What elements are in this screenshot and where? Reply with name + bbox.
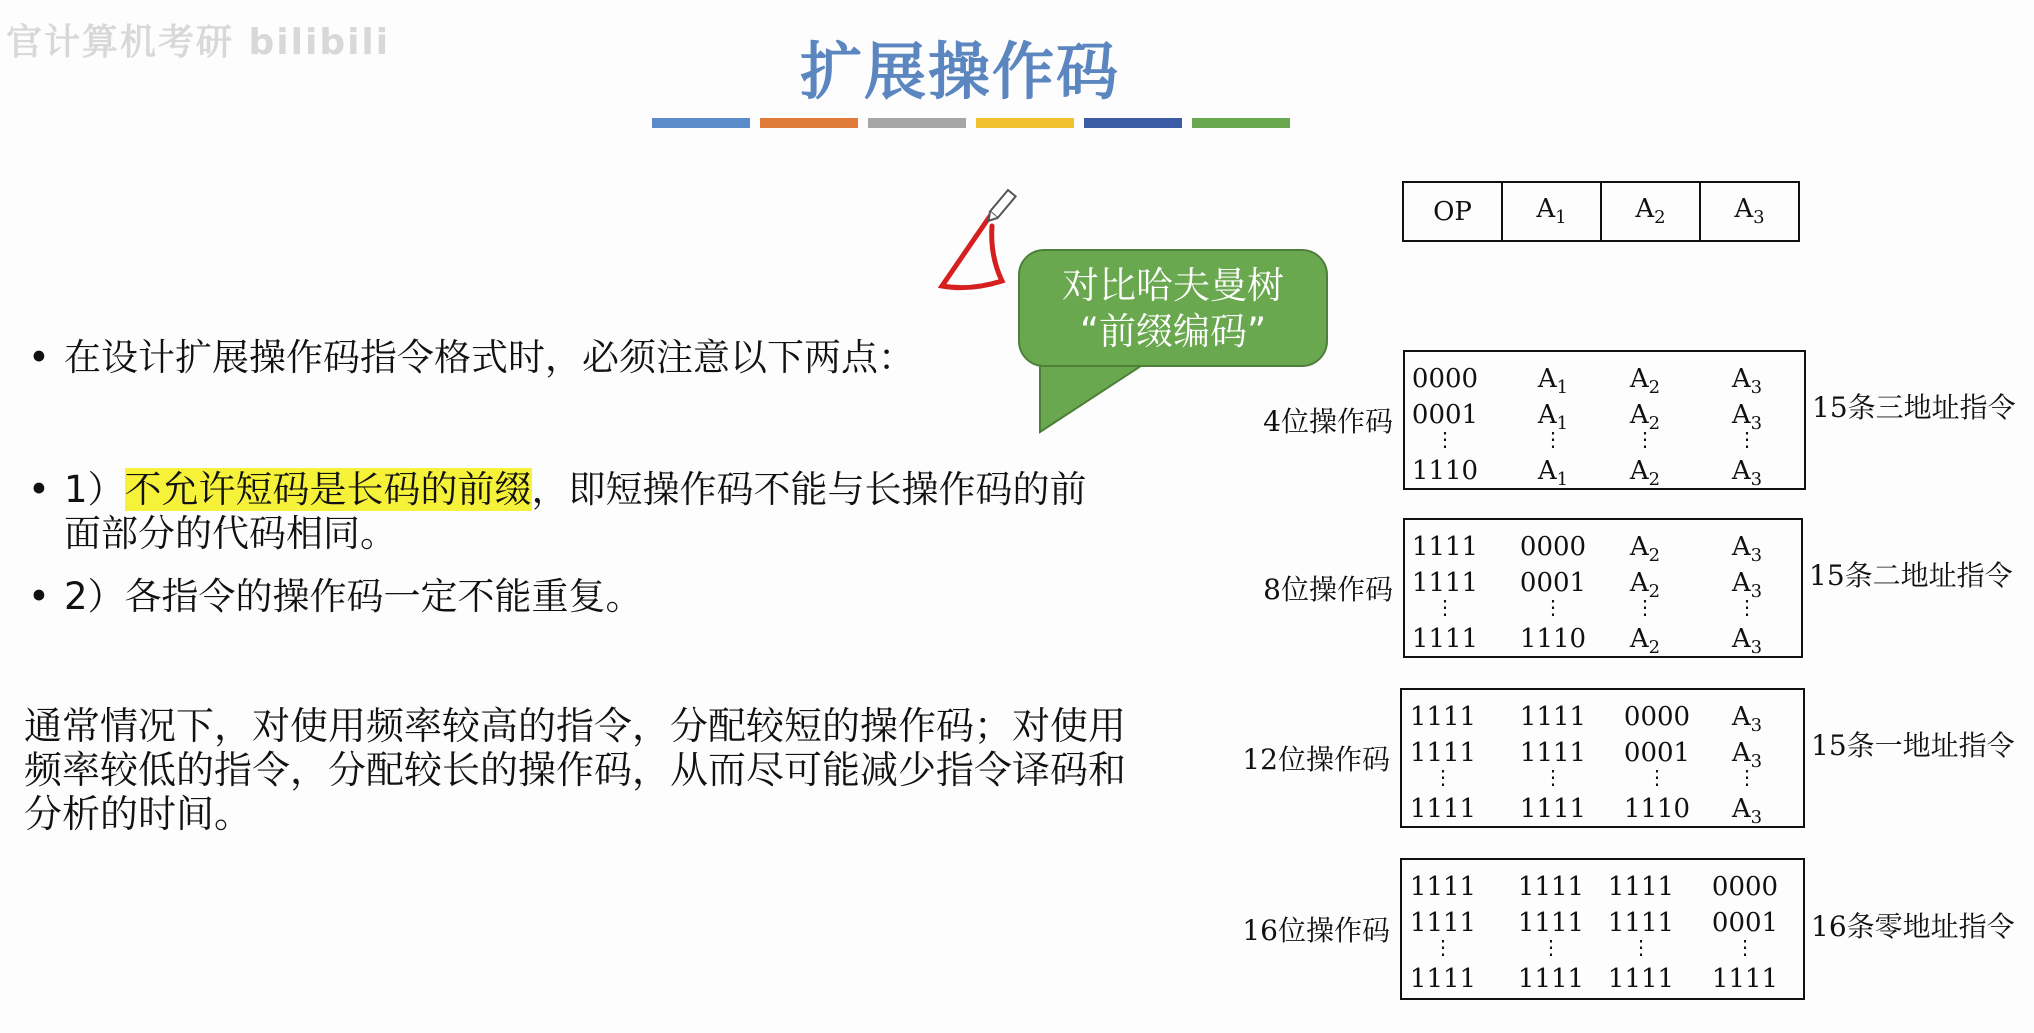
watermark: 官计算机考研 bilibili [6, 22, 391, 63]
vertical-ellipsis: ⋮ [1631, 935, 1651, 959]
color-bar-segment [1084, 118, 1182, 128]
opcode-cell: $A_3$ [1731, 364, 1763, 399]
opcode-cell: 1111 [1607, 908, 1675, 938]
opcode-cell: $A_3$ [1731, 794, 1763, 829]
opcode-cell: $A_3$ [1731, 400, 1763, 435]
color-bar-segment [976, 118, 1074, 128]
opcode-cell: $A_2$ [1629, 568, 1661, 603]
vertical-ellipsis: ⋮ [1635, 595, 1655, 619]
opcode-cell: 1111 [1409, 964, 1477, 994]
header-a1-cell: $A_1$ [1502, 182, 1601, 241]
opcode-cell: $A_1$ [1537, 400, 1569, 435]
bubble-line2: “前缀编码” [1079, 310, 1267, 353]
opcode-cell: 1111 [1409, 738, 1477, 768]
opcode-cell: 1111 [1409, 702, 1477, 732]
opcode-cell: $A_1$ [1537, 456, 1569, 491]
opcode-cell: $A_2$ [1629, 624, 1661, 659]
opcode-cell: $A_2$ [1629, 364, 1661, 399]
opcode-cell: $A_3$ [1731, 702, 1763, 737]
opcode-cell: $A_2$ [1629, 532, 1661, 567]
opcode-cell: 0000 [1411, 364, 1479, 394]
summary-paragraph [24, 704, 1184, 836]
opcode-cell: 1111 [1409, 794, 1477, 824]
bullet-point-1 [28, 468, 1087, 556]
comparison-bubble [1018, 249, 1328, 367]
vertical-ellipsis: ⋮ [1435, 427, 1455, 451]
opcode-cell: $A_2$ [1629, 456, 1661, 491]
opcode-cell: 1110 [1623, 794, 1691, 824]
opcode-cell: 0000 [1711, 872, 1779, 902]
opcode-cell: 1110 [1411, 456, 1479, 486]
opcode-cell: 1111 [1607, 872, 1675, 902]
opcode-cell: 1111 [1409, 908, 1477, 938]
instruction-count-label: 16条零地址指令 [1811, 910, 2015, 943]
opcode-cell: 1111 [1411, 624, 1479, 654]
opcode-cell: 0001 [1411, 400, 1479, 430]
vertical-ellipsis: ⋮ [1737, 427, 1757, 451]
instruction-count-label: 15条三地址指令 [1812, 391, 2016, 424]
opcode-cell: $A_3$ [1731, 568, 1763, 603]
point2-text: 2）各指令的操作码一定不能重复。 [64, 575, 643, 618]
vertical-ellipsis: ⋮ [1737, 595, 1757, 619]
vertical-ellipsis: ⋮ [1735, 935, 1755, 959]
opcode-cell: 1111 [1517, 872, 1585, 902]
vertical-ellipsis: ⋮ [1435, 595, 1455, 619]
instruction-count-label: 15条二地址指令 [1809, 559, 2013, 592]
opcode-length-label: 8位操作码 [1263, 573, 1393, 606]
paragraph-line: 频率较低的指令，分配较长的操作码，从而尽可能减少指令译码和 [24, 748, 1127, 792]
point1-highlight: 不允许短码是长码的前缀 [124, 468, 532, 511]
opcode-length-label: 4位操作码 [1263, 405, 1393, 438]
opcode-cell: 1111 [1409, 872, 1477, 902]
vertical-ellipsis: ⋮ [1543, 765, 1563, 789]
vertical-ellipsis: ⋮ [1543, 595, 1563, 619]
opcode-cell: 1111 [1711, 964, 1779, 994]
header-a3-cell: $A_3$ [1700, 182, 1799, 241]
paragraph-line: 通常情况下，对使用频率较高的指令，分配较短的操作码；对使用 [24, 704, 1127, 748]
opcode-cell: 0000 [1519, 532, 1587, 562]
color-bar-segment [868, 118, 966, 128]
opcode-cell: 1111 [1411, 568, 1479, 598]
opcode-cell: 1111 [1607, 964, 1675, 994]
pen-annotation-icon [930, 186, 1030, 296]
opcode-cell: 0001 [1711, 908, 1779, 938]
opcode-cell: 1111 [1517, 908, 1585, 938]
opcode-cell: 1111 [1519, 738, 1587, 768]
paragraph-line: 分析的时间。 [24, 792, 253, 836]
bullet-dot: • [28, 575, 50, 618]
opcode-cell: 0000 [1623, 702, 1691, 732]
bullet-dot: • [28, 336, 50, 379]
opcode-length-label: 16位操作码 [1242, 914, 1390, 947]
opcode-cell: 1111 [1519, 794, 1587, 824]
header-op-cell: OP [1403, 182, 1502, 241]
opcode-cell: $A_3$ [1731, 738, 1763, 773]
opcode-cell: $A_2$ [1629, 400, 1661, 435]
opcode-cell: $A_3$ [1731, 456, 1763, 491]
opcode-cell: 1111 [1519, 702, 1587, 732]
vertical-ellipsis: ⋮ [1647, 765, 1667, 789]
color-bar-segment [1192, 118, 1290, 128]
opcode-cell: 1110 [1519, 624, 1587, 654]
color-bar-segment [760, 118, 858, 128]
opcode-cell: $A_3$ [1731, 532, 1763, 567]
opcode-cell: $A_3$ [1731, 624, 1763, 659]
vertical-ellipsis: ⋮ [1543, 427, 1563, 451]
point1-prefix: 1） [64, 468, 125, 511]
vertical-ellipsis: ⋮ [1737, 765, 1757, 789]
bullet-dot: • [28, 468, 50, 511]
bullet-intro-text: 在设计扩展操作码指令格式时，必须注意以下两点： [64, 336, 915, 379]
vertical-ellipsis: ⋮ [1433, 935, 1453, 959]
opcode-cell: 1111 [1517, 964, 1585, 994]
point1-rest-line1: ，即短操作码不能与长操作码的前 [531, 468, 1087, 511]
bubble-tail [1030, 360, 1170, 440]
opcode-cell: 0001 [1519, 568, 1587, 598]
point1-rest-line2: 面部分的代码相同。 [64, 512, 397, 555]
header-a2-cell: $A_2$ [1601, 182, 1700, 241]
opcode-cell: $A_1$ [1537, 364, 1569, 399]
opcode-length-label: 12位操作码 [1242, 743, 1390, 776]
opcode-cell: 1111 [1411, 532, 1479, 562]
vertical-ellipsis: ⋮ [1433, 765, 1453, 789]
instruction-count-label: 15条一地址指令 [1811, 729, 2015, 762]
bubble-line1: 对比哈夫曼树 [1062, 264, 1284, 307]
bullet-intro [28, 336, 915, 380]
slide-title: 扩展操作码 [799, 35, 1120, 108]
vertical-ellipsis: ⋮ [1541, 935, 1561, 959]
vertical-ellipsis: ⋮ [1635, 427, 1655, 451]
color-bar-segment [652, 118, 750, 128]
instruction-format-header [1402, 181, 1800, 242]
opcode-cell: 0001 [1623, 738, 1691, 768]
bullet-point-2 [28, 575, 643, 619]
